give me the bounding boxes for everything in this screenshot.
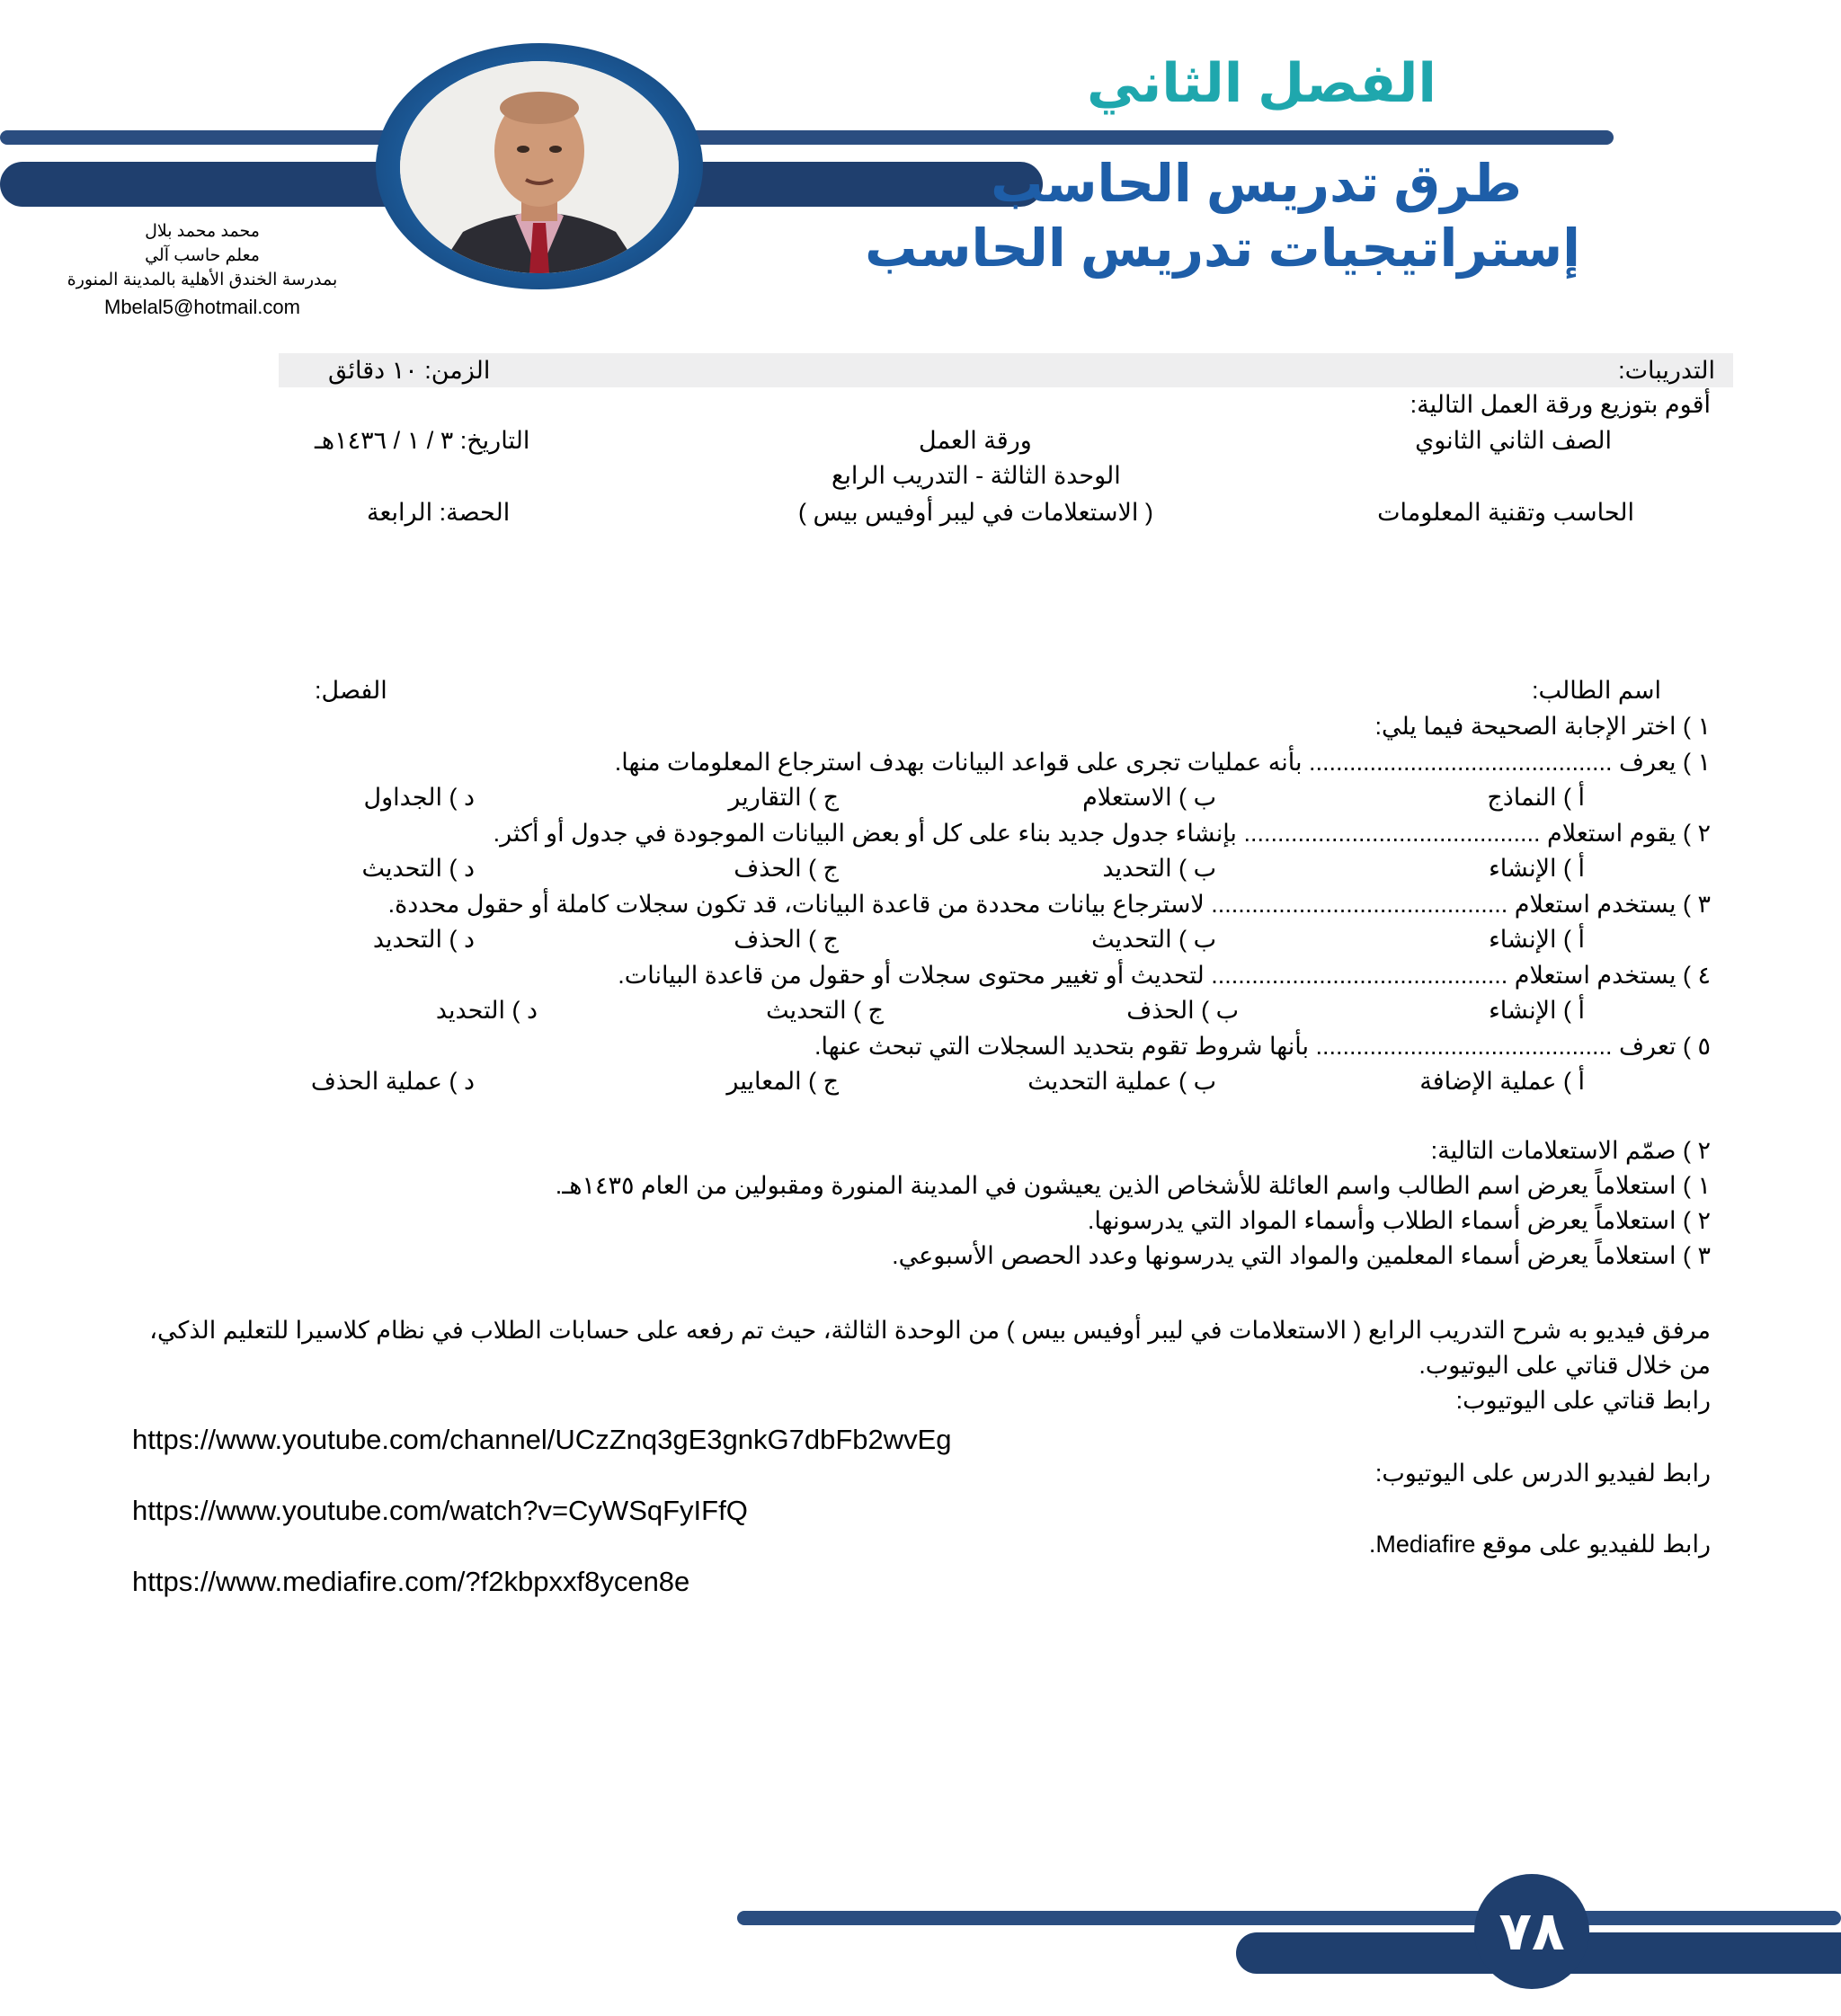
grade: الصف الثاني الثانوي bbox=[1415, 427, 1612, 454]
q2-title: ٢ ) صمّم الاستعلامات التالية: bbox=[1430, 1137, 1711, 1164]
mediafire-label: رابط للفيديو على موقع Mediafire. bbox=[1368, 1531, 1711, 1558]
q1-item-5-c: ج ) المعايير bbox=[726, 1068, 839, 1095]
chapter-title: الفصل الثاني bbox=[1087, 53, 1436, 113]
q1-item-1-b: ب ) الاستعلام bbox=[1082, 784, 1216, 811]
worksheet-title: ورقة العمل bbox=[919, 427, 1032, 454]
q1-item-5-a: أ ) عملية الإضافة bbox=[1419, 1068, 1585, 1095]
q1-item-1-d: د ) الجداول bbox=[363, 784, 475, 811]
worksheet-date: التاريخ: ٣ / ١ / ١٤٣٦هـ bbox=[315, 427, 530, 454]
training-label: التدريبات: bbox=[1618, 357, 1715, 384]
q1-item-3-c: ج ) الحذف bbox=[734, 926, 839, 953]
q2-item-1: ١ ) استعلاماً يعرض اسم الطالب واسم العائلة للأشخاص الذين يعيشون في المدينة المنورة ومقبولين من العام ١٤٣٥هـ. bbox=[555, 1172, 1711, 1199]
q1-item-1-c: ج ) التقارير bbox=[728, 784, 839, 811]
training-intro: أقوم بتوزيع ورقة العمل التالية: bbox=[1410, 391, 1711, 418]
channel-label: رابط قناتي على اليوتيوب: bbox=[1455, 1387, 1711, 1414]
q1-item-3-a: أ ) الإنشاء bbox=[1489, 926, 1585, 953]
channel-link[interactable]: https://www.youtube.com/channel/UCzZnq3gE3gnkG7dbFb2wvEg bbox=[132, 1424, 952, 1455]
q1-item-1-a: أ ) النماذج bbox=[1487, 784, 1585, 811]
q1-item-5-b: ب ) عملية التحديث bbox=[1027, 1068, 1216, 1095]
subtitle-methods: طرق تدريس الحاسب bbox=[991, 155, 1522, 213]
q2-item-3: ٣ ) استعلاماً يعرض أسماء المعلمين والمواد التي يدرسونها وعدد الحصص الأسبوعي. bbox=[892, 1242, 1711, 1269]
attachment-line-2: من خلال قناتي على اليوتيوب. bbox=[1419, 1352, 1711, 1379]
q1-item-4-d: د ) التحديد bbox=[435, 997, 538, 1024]
training-time: الزمن: ١٠ دقائق bbox=[328, 357, 491, 384]
q1-item-2-a: أ ) الإنشاء bbox=[1489, 855, 1585, 882]
q1-item-2-b: ب ) التحديد bbox=[1102, 855, 1216, 882]
q1-item-4-a: أ ) الإنشاء bbox=[1489, 997, 1585, 1024]
unit: الوحدة الثالثة - التدريب الرابع bbox=[832, 462, 1121, 489]
q1-item-2-stem: ٢ ) يقوم استعلام ............................................ بإنشاء جدول جديد بناء على كل أو بعض البيانات الموجودة في جدول أو أكثر. bbox=[493, 820, 1711, 847]
video-link[interactable]: https://www.youtube.com/watch?v=CyWSqFyIFfQ bbox=[132, 1495, 748, 1526]
footer-bar-thin bbox=[737, 1911, 1841, 1925]
mediafire-link[interactable]: https://www.mediafire.com/?f2kbpxxf8ycen8e bbox=[132, 1566, 690, 1597]
training-bar bbox=[279, 353, 1733, 387]
teacher-name: محمد محمد بلال bbox=[145, 222, 260, 241]
q1-title: ١ ) اختر الإجابة الصحيحة فيما يلي: bbox=[1374, 713, 1711, 740]
header-bar-top bbox=[0, 130, 1614, 145]
q1-item-4-c: ج ) التحديث bbox=[766, 997, 884, 1024]
subject: الحاسب وتقنية المعلومات bbox=[1377, 499, 1634, 526]
q1-item-2-c: ج ) الحذف bbox=[734, 855, 839, 882]
teacher-info bbox=[54, 221, 351, 319]
attachment-line-1: مرفق فيديو به شرح التدريب الرابع ( الاستعلامات في ليبر أوفيس بيس ) من الوحدة الثالثة، حيث تم رفعه على حسابات الطلاب في نظام كلاسيرا للتعليم الذكي، bbox=[149, 1317, 1711, 1344]
q1-item-1-stem: ١ ) يعرف ............................................. بأنه عمليات تجرى على قواعد البيانات بهدف استرجاع المعلومات منها. bbox=[614, 749, 1711, 776]
class-label: الفصل: bbox=[315, 677, 387, 704]
q1-item-5-stem: ٥ ) تعرف ............................................ بأنها شروط تقوم بتحديد السجلات التي تبحث عنها. bbox=[814, 1033, 1711, 1060]
q2-item-2: ٢ ) استعلاماً يعرض أسماء الطلاب وأسماء المواد التي يدرسونها. bbox=[1087, 1207, 1711, 1234]
student-name-label: اسم الطالب: bbox=[1532, 677, 1661, 704]
teacher-photo bbox=[400, 61, 679, 273]
video-label: رابط لفيديو الدرس على اليوتيوب: bbox=[1374, 1460, 1711, 1487]
q1-item-3-b: ب ) التحديث bbox=[1091, 926, 1216, 953]
topic: ( الاستعلامات في ليبر أوفيس بيس ) bbox=[798, 499, 1153, 526]
q1-item-3-stem: ٣ ) يستخدم استعلام ............................................ لاسترجاع بيانات محددة من قاعدة البيانات، قد تكون سجلات كاملة أو حقول محددة. bbox=[387, 891, 1711, 918]
q1-item-5-d: د ) عملية الحذف bbox=[310, 1068, 475, 1095]
teacher-school: بمدرسة الخندق الأهلية بالمدينة المنورة bbox=[67, 271, 338, 289]
q1-item-3-d: د ) التحديد bbox=[372, 926, 475, 953]
subtitle-strategies: إستراتيجيات تدريس الحاسب bbox=[865, 219, 1580, 278]
q1-item-2-d: د ) التحديث bbox=[361, 855, 475, 882]
period: الحصة: الرابعة bbox=[367, 499, 511, 526]
teacher-email: Mbelal5@hotmail.com bbox=[104, 296, 300, 318]
teacher-role: معلم حاسب آلي bbox=[145, 246, 260, 265]
q1-item-4-stem: ٤ ) يستخدم استعلام ............................................ لتحديث أو تغيير محتوى سجلات أو حقول من قاعدة البيانات. bbox=[618, 962, 1711, 989]
q1-item-4-b: ب ) الحذف bbox=[1126, 997, 1239, 1024]
page-number: ٧٨ bbox=[1474, 1874, 1589, 1989]
